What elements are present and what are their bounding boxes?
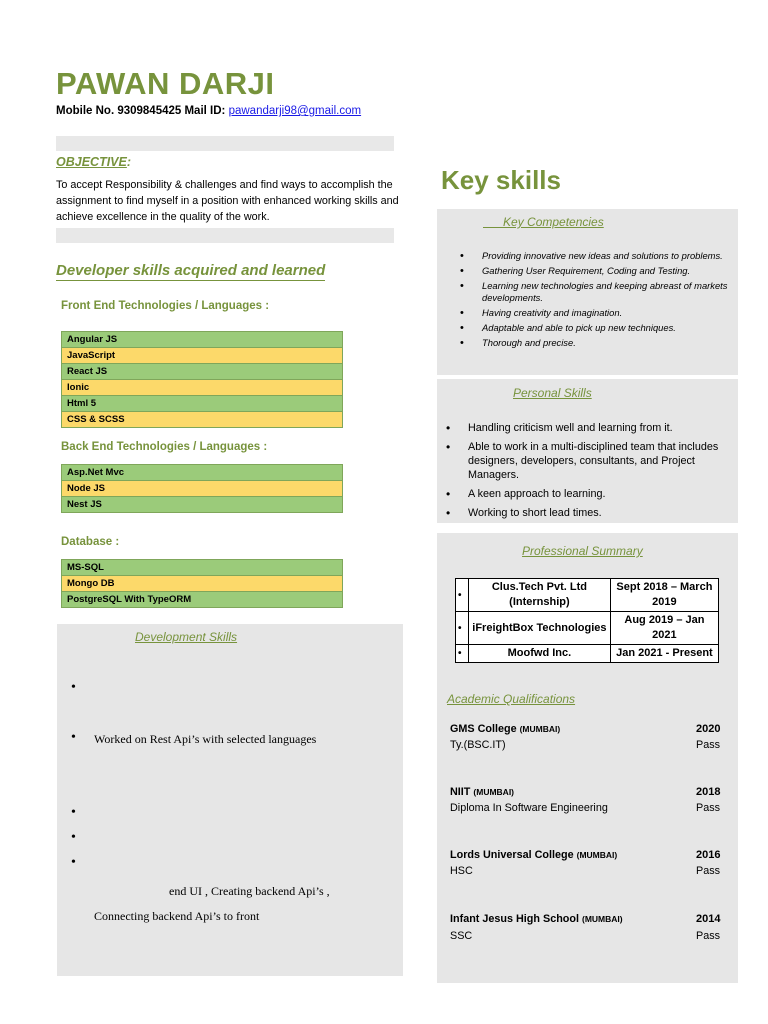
mobile-mail-label: Mobile No. 9309845425 Mail ID: bbox=[56, 105, 229, 117]
table-row bbox=[456, 612, 719, 645]
list-item: • Able to work in a multi-disciplined team that includes designers, developers, consultants, and Project Managers. bbox=[468, 440, 740, 482]
list-item: • Adaptable and able to pick up new techniques. bbox=[482, 322, 732, 334]
candidate-name: PAWAN DARJI bbox=[56, 66, 275, 101]
list-item: • Gathering User Requirement, Coding and Testing. bbox=[482, 265, 732, 277]
table-cell: Asp.Net Mvc bbox=[62, 465, 343, 481]
objective-top-band bbox=[56, 136, 394, 151]
year: 2016 bbox=[696, 849, 721, 861]
bullet: • bbox=[456, 645, 469, 663]
personal-skills-list bbox=[444, 421, 740, 525]
table-cell: Nest JS bbox=[62, 497, 343, 513]
table-cell: React JS bbox=[62, 364, 343, 380]
result: Pass bbox=[696, 930, 721, 942]
contact-line bbox=[56, 105, 361, 117]
backend-label: Back End Technologies / Languages : bbox=[61, 441, 268, 453]
company-cell: Moofwd Inc. bbox=[469, 645, 611, 663]
table-cell: Ionic bbox=[62, 380, 343, 396]
objective-text: To accept Responsibility & challenges and find ways to accomplish the assignment to find myself in a position with enhanced working skills and achieve excellence in the quality of the work. bbox=[56, 179, 399, 223]
table-row bbox=[456, 645, 719, 663]
dev-skill-line: Connecting backend Api’s to front bbox=[94, 909, 260, 923]
bullet: • bbox=[71, 830, 76, 845]
degree: Diploma In Software Engineering bbox=[450, 802, 608, 814]
key-competencies-heading: Key Competencies bbox=[503, 215, 604, 229]
professional-summary-table bbox=[455, 578, 719, 663]
result: Pass bbox=[696, 739, 721, 751]
list-item: • Handling criticism well and learning from it. bbox=[468, 421, 740, 435]
personal-skills-heading: Personal Skills bbox=[513, 386, 592, 400]
company-cell: iFreightBox Technologies bbox=[469, 612, 611, 645]
school-name: GMS College (MUMBAI) bbox=[450, 723, 561, 735]
table-cell: Angular JS bbox=[62, 332, 343, 348]
developer-skills-heading: Developer skills acquired and learned bbox=[56, 262, 326, 279]
table-cell: JavaScript bbox=[62, 348, 343, 364]
table-cell: PostgreSQL With TypeORM bbox=[62, 592, 343, 608]
bullet: • bbox=[71, 730, 76, 745]
list-item: • A keen approach to learning. bbox=[468, 487, 740, 501]
result: Pass bbox=[696, 865, 721, 877]
bullet: • bbox=[71, 855, 76, 870]
table-cell: Mongo DB bbox=[62, 576, 343, 592]
list-item: • Working to short lead times. bbox=[468, 506, 740, 520]
list-item: • Thorough and precise. bbox=[482, 337, 732, 349]
year: 2014 bbox=[696, 913, 721, 925]
professional-summary-heading: Professional Summary bbox=[522, 544, 643, 558]
email-link[interactable]: pawandarji98@gmail.com bbox=[228, 105, 362, 117]
table-cell: MS-SQL bbox=[62, 560, 343, 576]
database-table bbox=[61, 559, 343, 608]
year: 2018 bbox=[696, 786, 721, 798]
year: 2020 bbox=[696, 723, 721, 735]
development-skills-heading: Development Skills bbox=[135, 630, 238, 644]
degree: SSC bbox=[450, 930, 473, 942]
database-label: Database : bbox=[61, 536, 120, 548]
school-name: NIIT (MUMBAI) bbox=[450, 786, 515, 798]
list-item: • Learning new technologies and keeping abreast of markets developments. bbox=[482, 280, 732, 304]
dev-skill-line: end UI , Creating backend Api’s , bbox=[169, 884, 330, 898]
table-cell: Node JS bbox=[62, 481, 343, 497]
period-cell: Sept 2018 – March 2019 bbox=[610, 579, 718, 612]
table-cell: CSS & SCSS bbox=[62, 412, 343, 428]
degree: HSC bbox=[450, 865, 473, 877]
key-skills-title: Key skills bbox=[441, 165, 561, 195]
academic-heading: Academic Qualifications bbox=[447, 692, 576, 706]
rest-api-bullet-text: Worked on Rest Api’s with selected languages bbox=[94, 732, 317, 746]
competencies-list bbox=[460, 250, 732, 352]
bullet: • bbox=[456, 579, 469, 612]
frontend-table bbox=[61, 331, 343, 428]
bullet: • bbox=[71, 680, 76, 695]
list-item: • Having creativity and imagination. bbox=[482, 307, 732, 319]
table-cell: Html 5 bbox=[62, 396, 343, 412]
result: Pass bbox=[696, 802, 721, 814]
backend-table bbox=[61, 464, 343, 513]
bullet: • bbox=[456, 612, 469, 645]
objective-heading: OBJECTIVE: bbox=[56, 155, 132, 169]
list-item: • Providing innovative new ideas and solutions to problems. bbox=[482, 250, 732, 262]
company-cell: Clus.Tech Pvt. Ltd (Internship) bbox=[469, 579, 611, 612]
school-name: Infant Jesus High School (MUMBAI) bbox=[450, 913, 623, 925]
period-cell: Jan 2021 - Present bbox=[610, 645, 718, 663]
table-row bbox=[456, 579, 719, 612]
school-name: Lords Universal College (MUMBAI) bbox=[450, 849, 618, 861]
bullet: • bbox=[71, 805, 76, 820]
period-cell: Aug 2019 – Jan 2021 bbox=[610, 612, 718, 645]
frontend-label: Front End Technologies / Languages : bbox=[61, 300, 270, 312]
objective-bottom-band bbox=[56, 228, 394, 243]
degree: Ty.(BSC.IT) bbox=[450, 739, 506, 751]
